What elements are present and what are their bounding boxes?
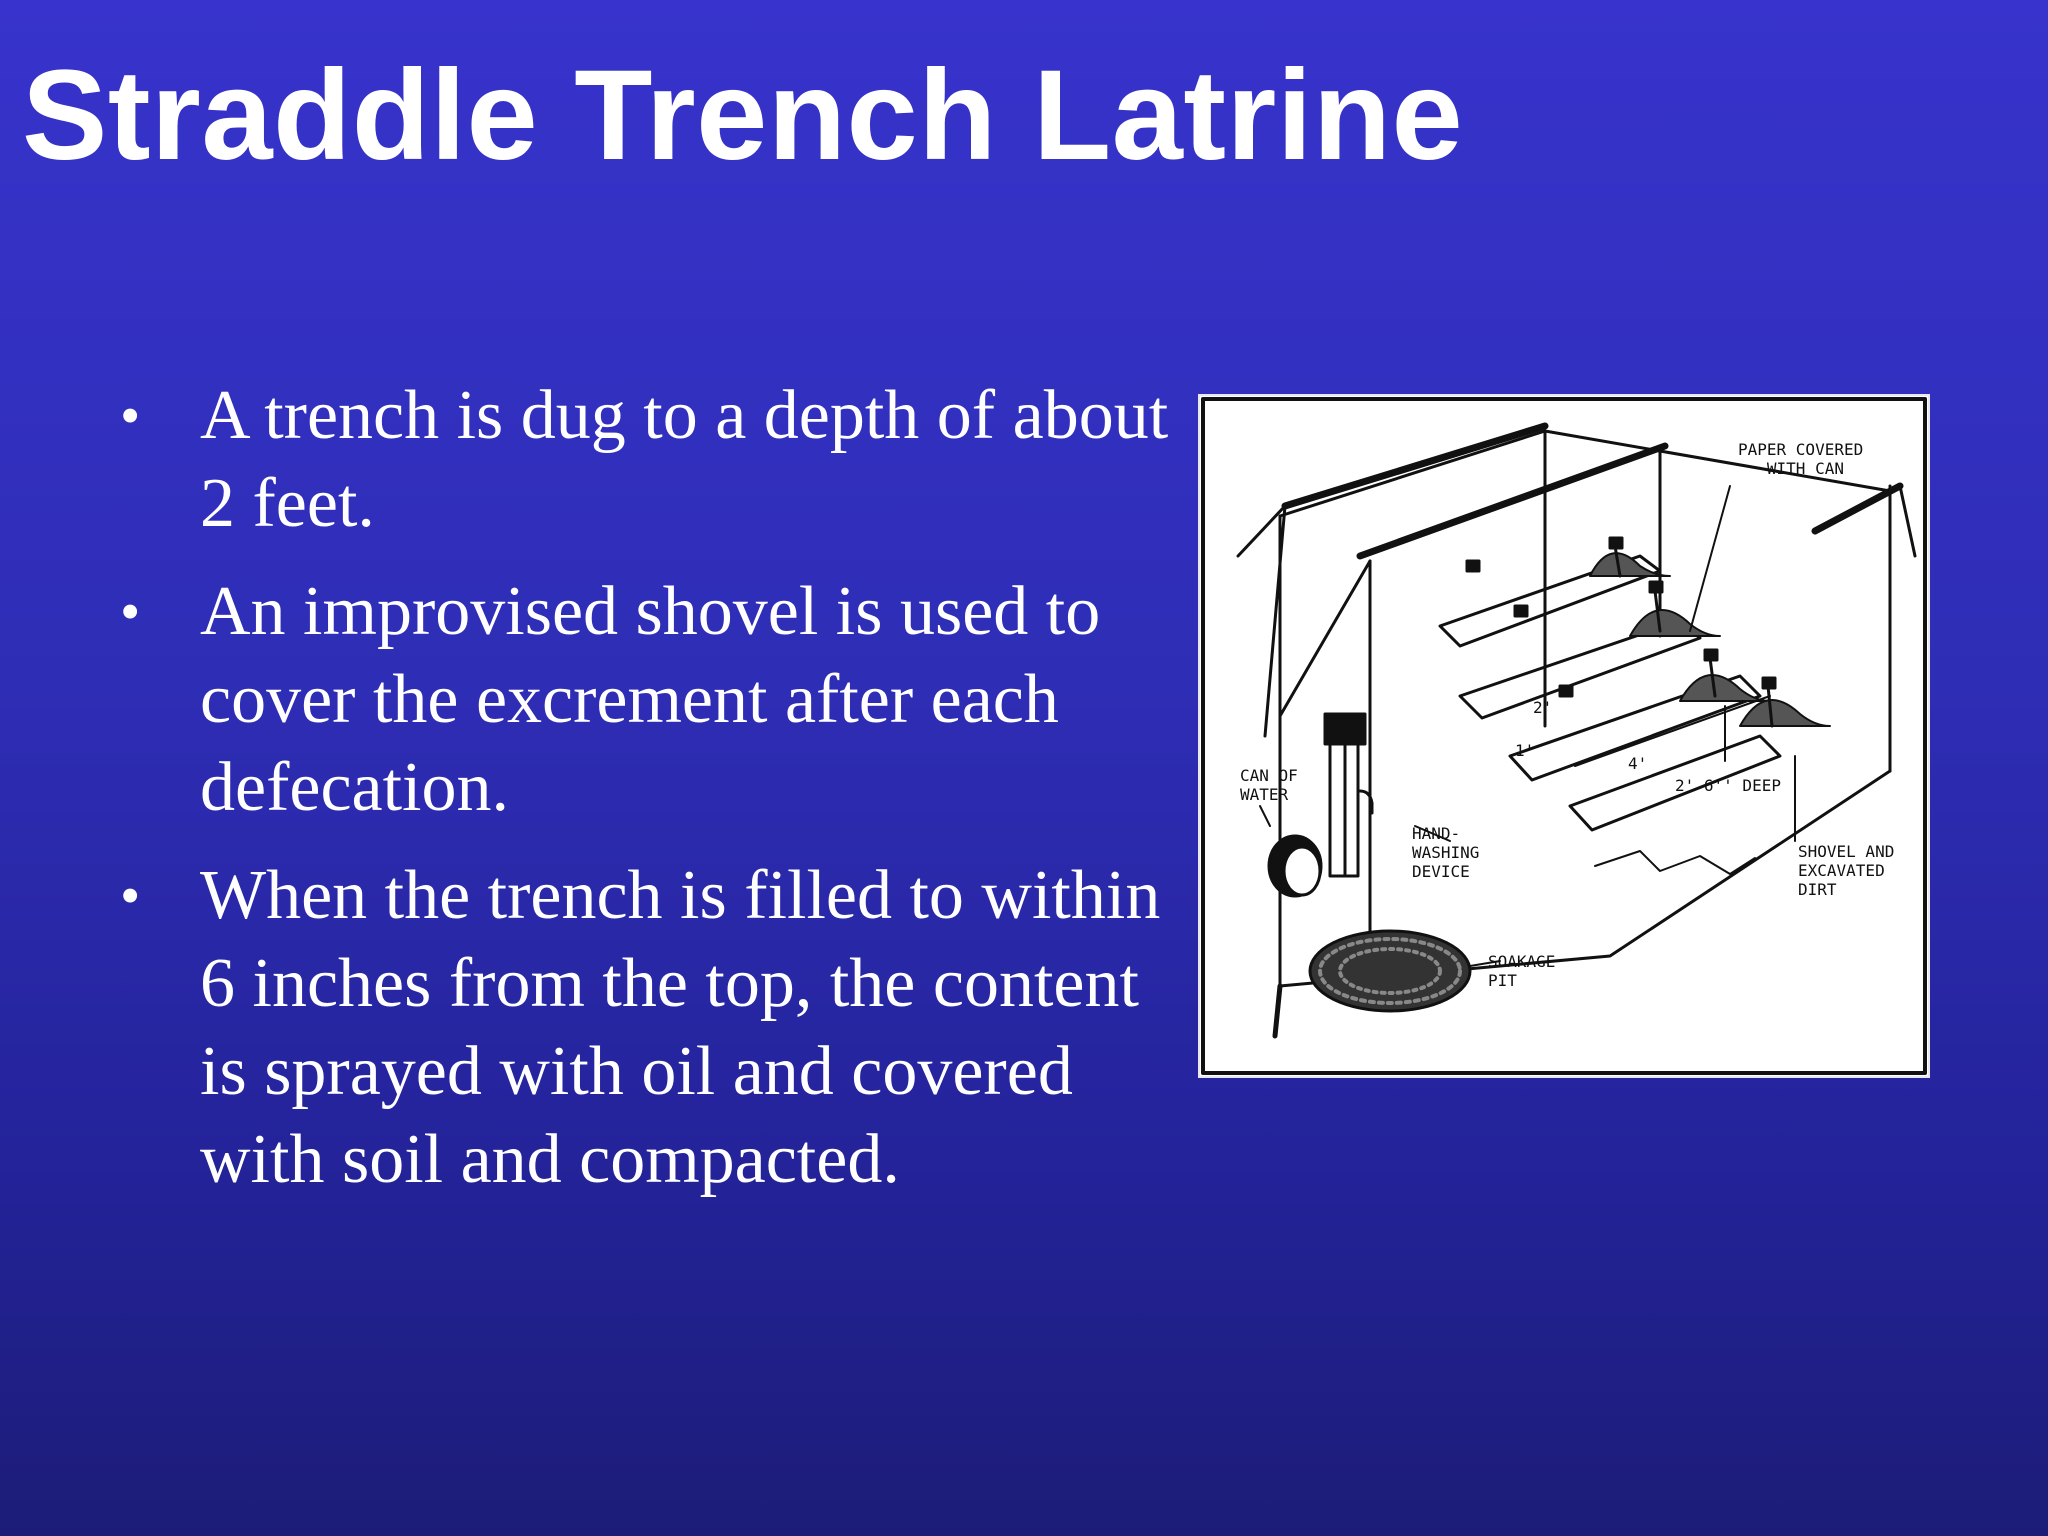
label-dimension-one-foot: 1' xyxy=(1515,741,1535,760)
label-dimension-two-feet: 2' xyxy=(1533,698,1553,717)
bullet-text: A trench is dug to a depth of about 2 feet. xyxy=(200,377,1169,542)
bullet-item xyxy=(120,568,1180,832)
bullet-list xyxy=(120,372,1180,1224)
bullet-marker: • xyxy=(120,863,141,928)
slide-title: Straddle Trench Latrine xyxy=(22,44,1464,187)
bullet-item xyxy=(120,852,1180,1204)
bullet-text: An improvised shovel is used to cover the excrement after each defecation. xyxy=(200,573,1101,826)
label-dimension-four-feet: 4' xyxy=(1628,754,1648,773)
bullet-text: When the trench is filled to within 6 inches from the top, the content is sprayed with oil and covered with soil and compacted. xyxy=(200,857,1161,1198)
label-shovel-dirt: SHOVEL AND EXCAVATED DIRT xyxy=(1798,842,1895,899)
latrine-diagram xyxy=(1200,396,1928,1076)
label-hand-washing-device: HAND- WASHING DEVICE xyxy=(1412,824,1480,881)
bullet-item xyxy=(120,372,1180,548)
latrine-illustration xyxy=(1200,396,1928,1076)
bullet-marker: • xyxy=(120,579,141,644)
label-paper-covered: PAPER COVERED WITH CAN xyxy=(1738,440,1864,478)
label-soakage-pit: SOAKAGE PIT xyxy=(1488,952,1556,990)
label-depth: 2' 6'' DEEP xyxy=(1675,776,1781,795)
bullet-marker: • xyxy=(120,383,141,448)
label-can-of-water: CAN OF WATER xyxy=(1240,766,1298,804)
